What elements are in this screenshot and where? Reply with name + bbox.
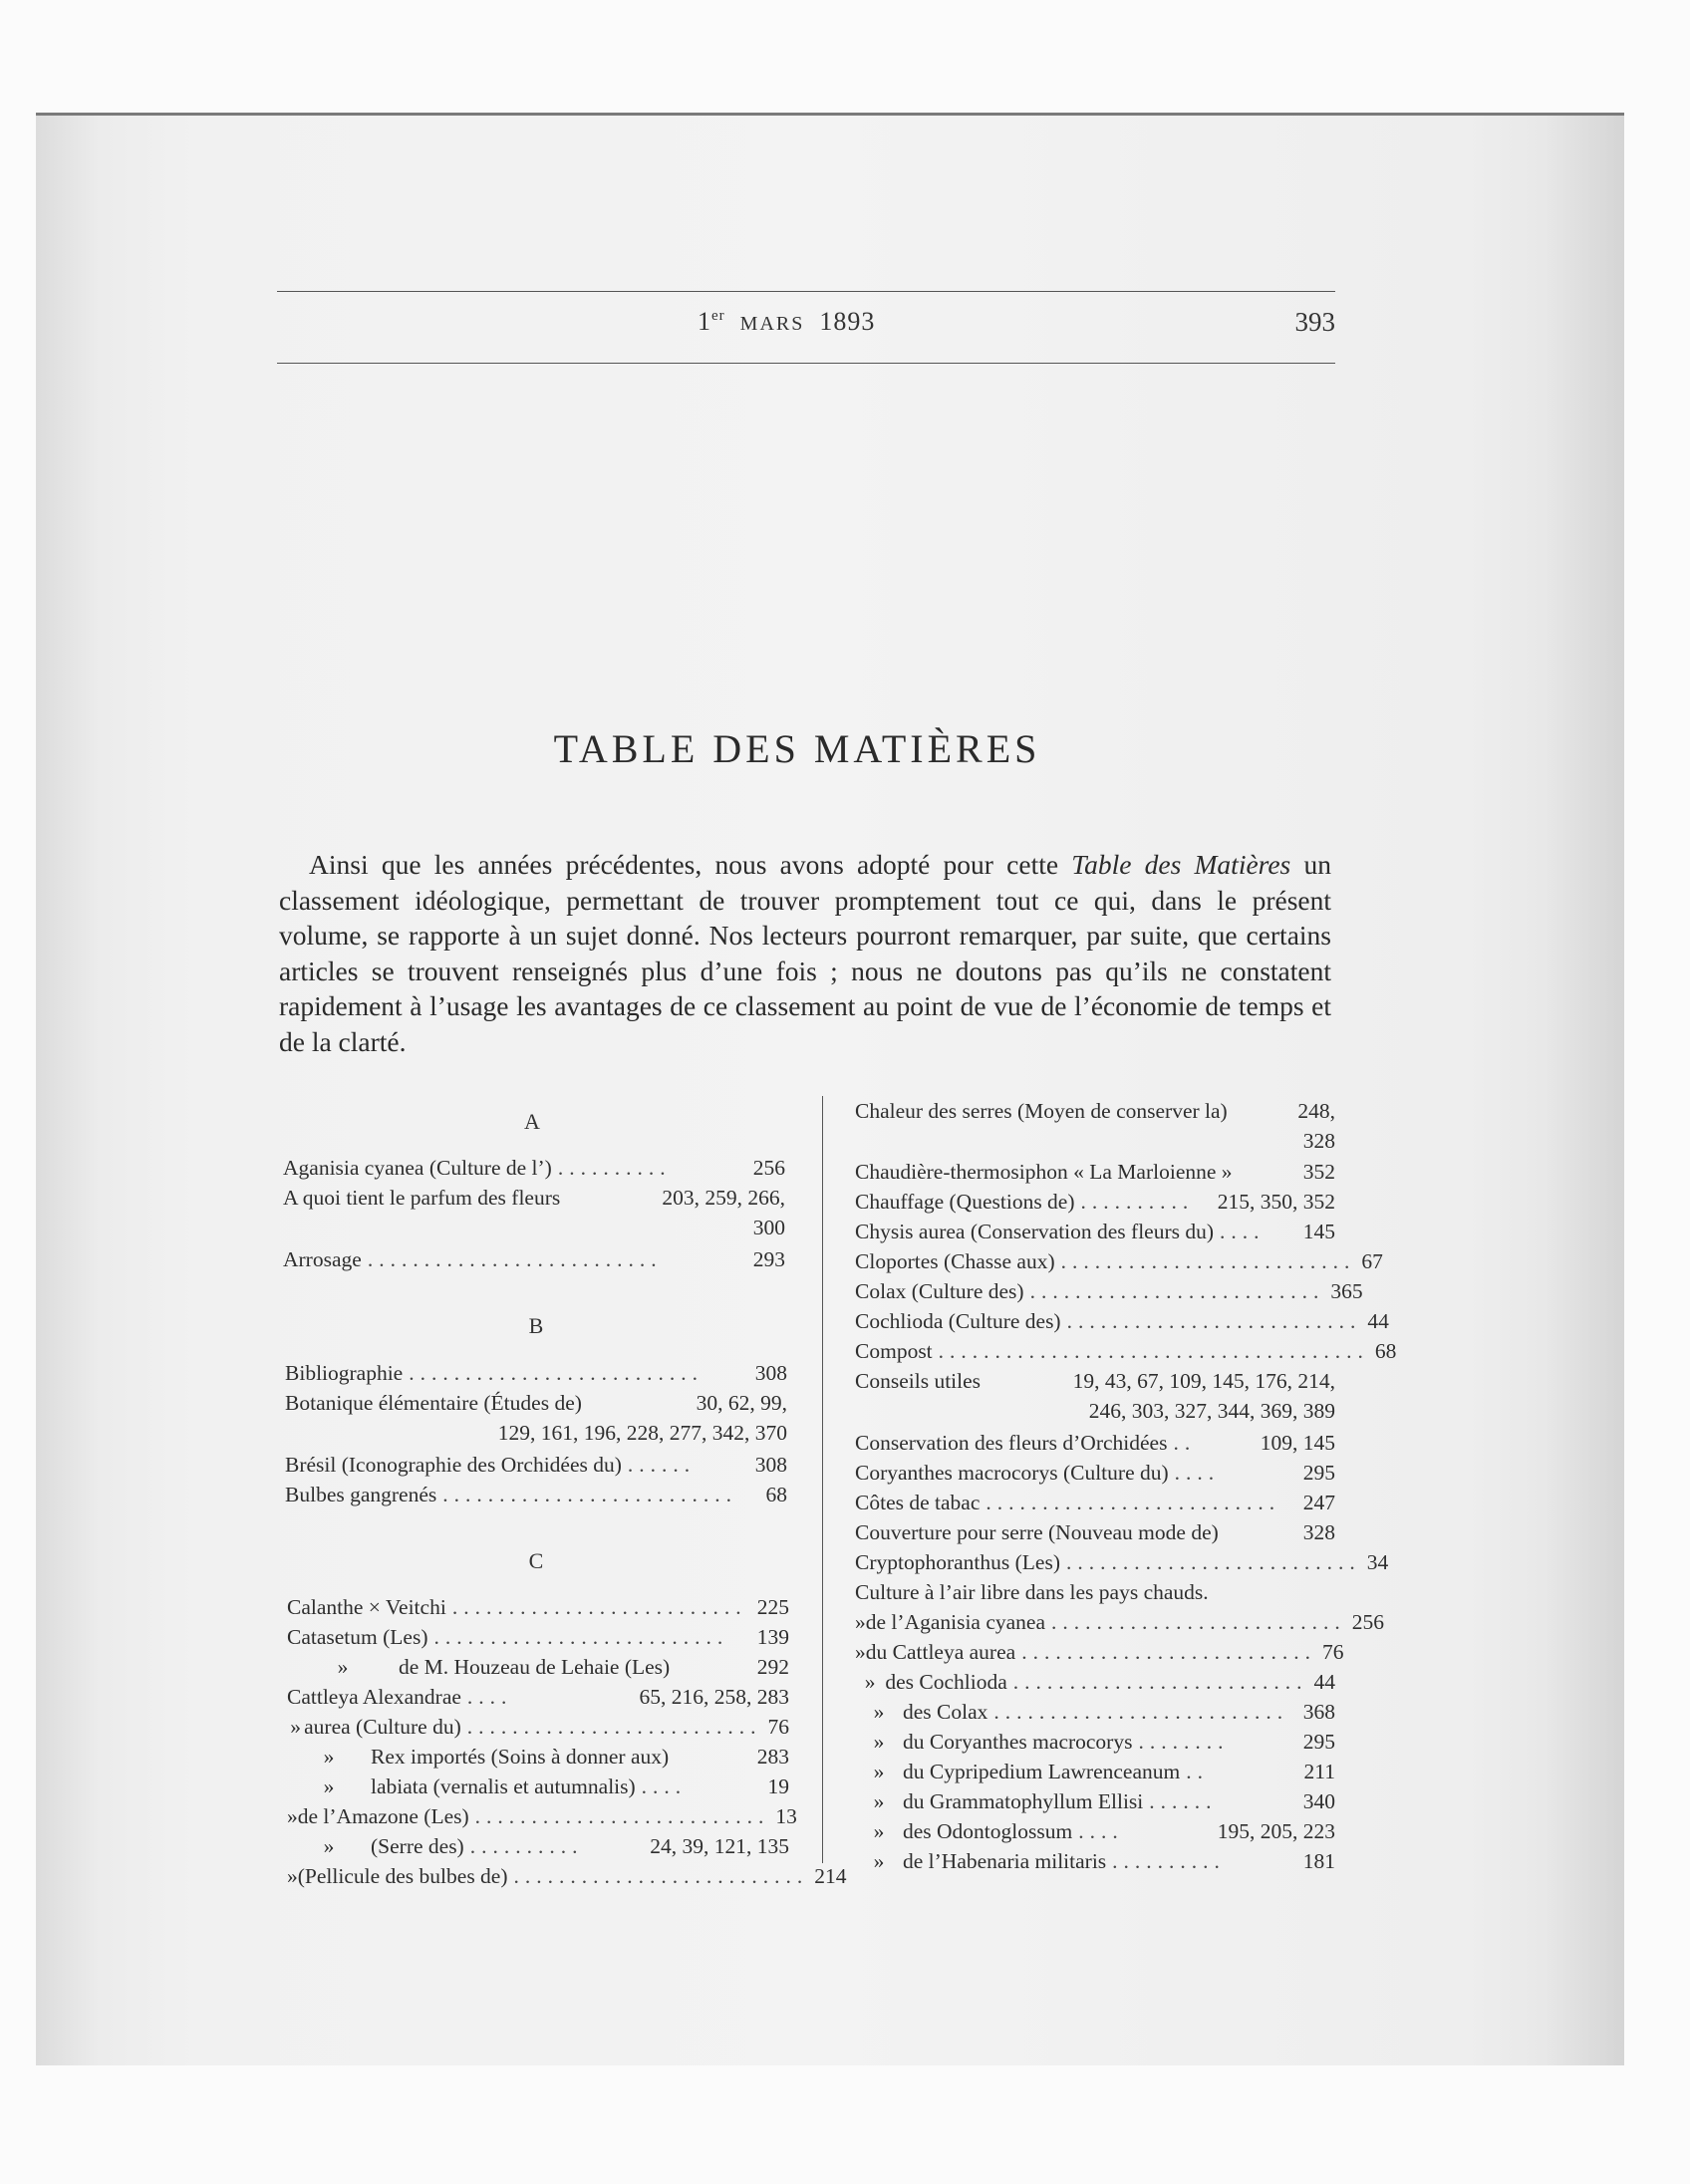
intro-text-1: Ainsi que les années précédentes, nous avons adopté pour cette (309, 849, 1072, 880)
index-entry: Côtes de tabac .......................... 247 (855, 1491, 1335, 1514)
page-number: 393 (1294, 307, 1335, 337)
index-entry-continuation: 300 (752, 1216, 785, 1239)
index-entry: » de l’Habenaria militaris .......... 181 (873, 1849, 1335, 1873)
header-rule-bottom (277, 363, 1335, 364)
index-entry: Chauffage (Questions de) .......... 215, 350, 352 (855, 1190, 1335, 1214)
header-rule-top (277, 291, 1335, 292)
index-entry-continuation: 246, 303, 327, 344, 369, 389 (1088, 1399, 1335, 1423)
index-entry: Chaleur des serres (Moyen de conserver la) 248, (855, 1099, 1335, 1123)
index-entry: » du Cypripedium Lawrenceanum .. 211 (873, 1760, 1335, 1783)
index-entry-continuation: 129, 161, 196, 228, 277, 342, 370 (497, 1421, 787, 1445)
index-entry: » du Cattleya aurea .......................... 76 (855, 1640, 1344, 1664)
index-entry-continuation: 328 (1302, 1129, 1335, 1153)
index-entry: Cloportes (Chasse aux) .......................... 67 (855, 1249, 1383, 1273)
section-letter-c: C (528, 1548, 544, 1573)
index-entry: » labiata (vernalis et autumnalis) .... 19 (323, 1774, 789, 1798)
intro-paragraph (279, 847, 1331, 1060)
index-entry: Coryanthes macrocorys (Culture du) .... 295 (855, 1461, 1335, 1485)
index-entry: Chaudière-thermosiphon « La Marloienne » 352 (855, 1160, 1335, 1184)
date-ordinal: 1 (698, 307, 711, 336)
intro-italic: Table des Matières (1071, 849, 1291, 880)
index-entry: Calanthe × Veitchi .......................... 225 (287, 1595, 789, 1619)
index-entry: Chysis aurea (Conservation des fleurs du) .... 145 (855, 1220, 1335, 1243)
index-entry: Aganisia cyanea (Culture de l’) .......... 256 (283, 1156, 785, 1180)
index-entry: Botanique élémentaire (Études de) 30, 62, 99, (285, 1391, 787, 1415)
date-month: MARS (739, 313, 805, 335)
index-entry: Cochlioda (Culture des) .......................... 44 (855, 1309, 1389, 1333)
index-entry: » Rex importés (Soins à donner aux) 283 (323, 1745, 789, 1769)
header-date (698, 307, 1096, 337)
index-entry: A quoi tient le parfum des fleurs 203, 259, 266, (283, 1186, 785, 1210)
page-title: TABLE DES MATIÈRES (553, 726, 1041, 771)
section-letter-b: B (528, 1313, 544, 1338)
book-page (36, 113, 1624, 2065)
index-entry: Brésil (Iconographie des Orchidées du) ...... 308 (285, 1453, 787, 1477)
index-entry: » des Odontoglossum .... 195, 205, 223 (873, 1819, 1335, 1843)
index-entry: » (Serre des) .......... 24, 39, 121, 135 (323, 1834, 789, 1858)
index-entry: » aurea (Culture du) .......................... 76 (290, 1715, 789, 1739)
index-entry: Bulbes gangrenés .......................... 68 (285, 1483, 787, 1506)
index-entry: » des Colax .......................... 368 (873, 1700, 1335, 1724)
index-entry: Colax (Culture des) .......................... 365 (855, 1279, 1363, 1303)
index-entry: » de l’Aganisia cyanea .......................... 256 (855, 1610, 1385, 1634)
index-entry: » de l’Amazone (Les) .......................... 13 (287, 1804, 797, 1828)
date-year: 1893 (819, 307, 876, 336)
index-entry: Cryptophoranthus (Les) .......................... 34 (855, 1550, 1389, 1574)
section-letter-a: A (524, 1109, 540, 1134)
index-entry: Culture à l’air libre dans les pays chauds. (855, 1580, 1209, 1604)
index-entry: Couverture pour serre (Nouveau mode de) 328 (855, 1520, 1335, 1544)
index-entry: Cattleya Alexandrae .... 65, 216, 258, 283 (287, 1685, 789, 1709)
page-edge-shadow (1543, 113, 1624, 2065)
index-entry: » du Grammatophyllum Ellisi ...... 340 (873, 1789, 1335, 1813)
index-entry: Arrosage .......................... 293 (283, 1247, 785, 1271)
index-entry: Conservation des fleurs d’Orchidées .. 109, 145 (855, 1431, 1335, 1455)
intro-text-2: un classement idéologique, permettant de trouver promptement tout ce qui, dans le présent volume, se rapporte à un sujet donné. Nos lecteurs pourront remarquer, par suite, que certains articles se trouvent renseignés plus d’une fois ; nous ne doutons pas qu’ils ne constatent rapidement à l’usage les avantages de ce classement au point de vue de l’économie de temps et de la clarté. (279, 849, 1331, 1057)
index-entry: Bibliographie .......................... 308 (285, 1361, 787, 1385)
column-divider (822, 1096, 823, 1863)
index-entry: Compost ...................................... 68 (855, 1339, 1397, 1363)
index-entry: » des Cochlioda .......................... 44 (864, 1670, 1335, 1694)
index-entry: Catasetum (Les) .......................... 139 (287, 1625, 789, 1649)
index-entry: » de M. Houzeau de Lehaie (Les) 292 (337, 1655, 789, 1679)
index-entry: » (Pellicule des bulbes de) .......................... 214 (287, 1864, 847, 1888)
page-top-edge (36, 113, 1624, 116)
date-superscript: er (711, 308, 725, 324)
index-entry: » du Coryanthes macrocorys ........ 295 (873, 1730, 1335, 1754)
index-entry: Conseils utiles 19, 43, 67, 109, 145, 176, 214, (855, 1369, 1335, 1393)
